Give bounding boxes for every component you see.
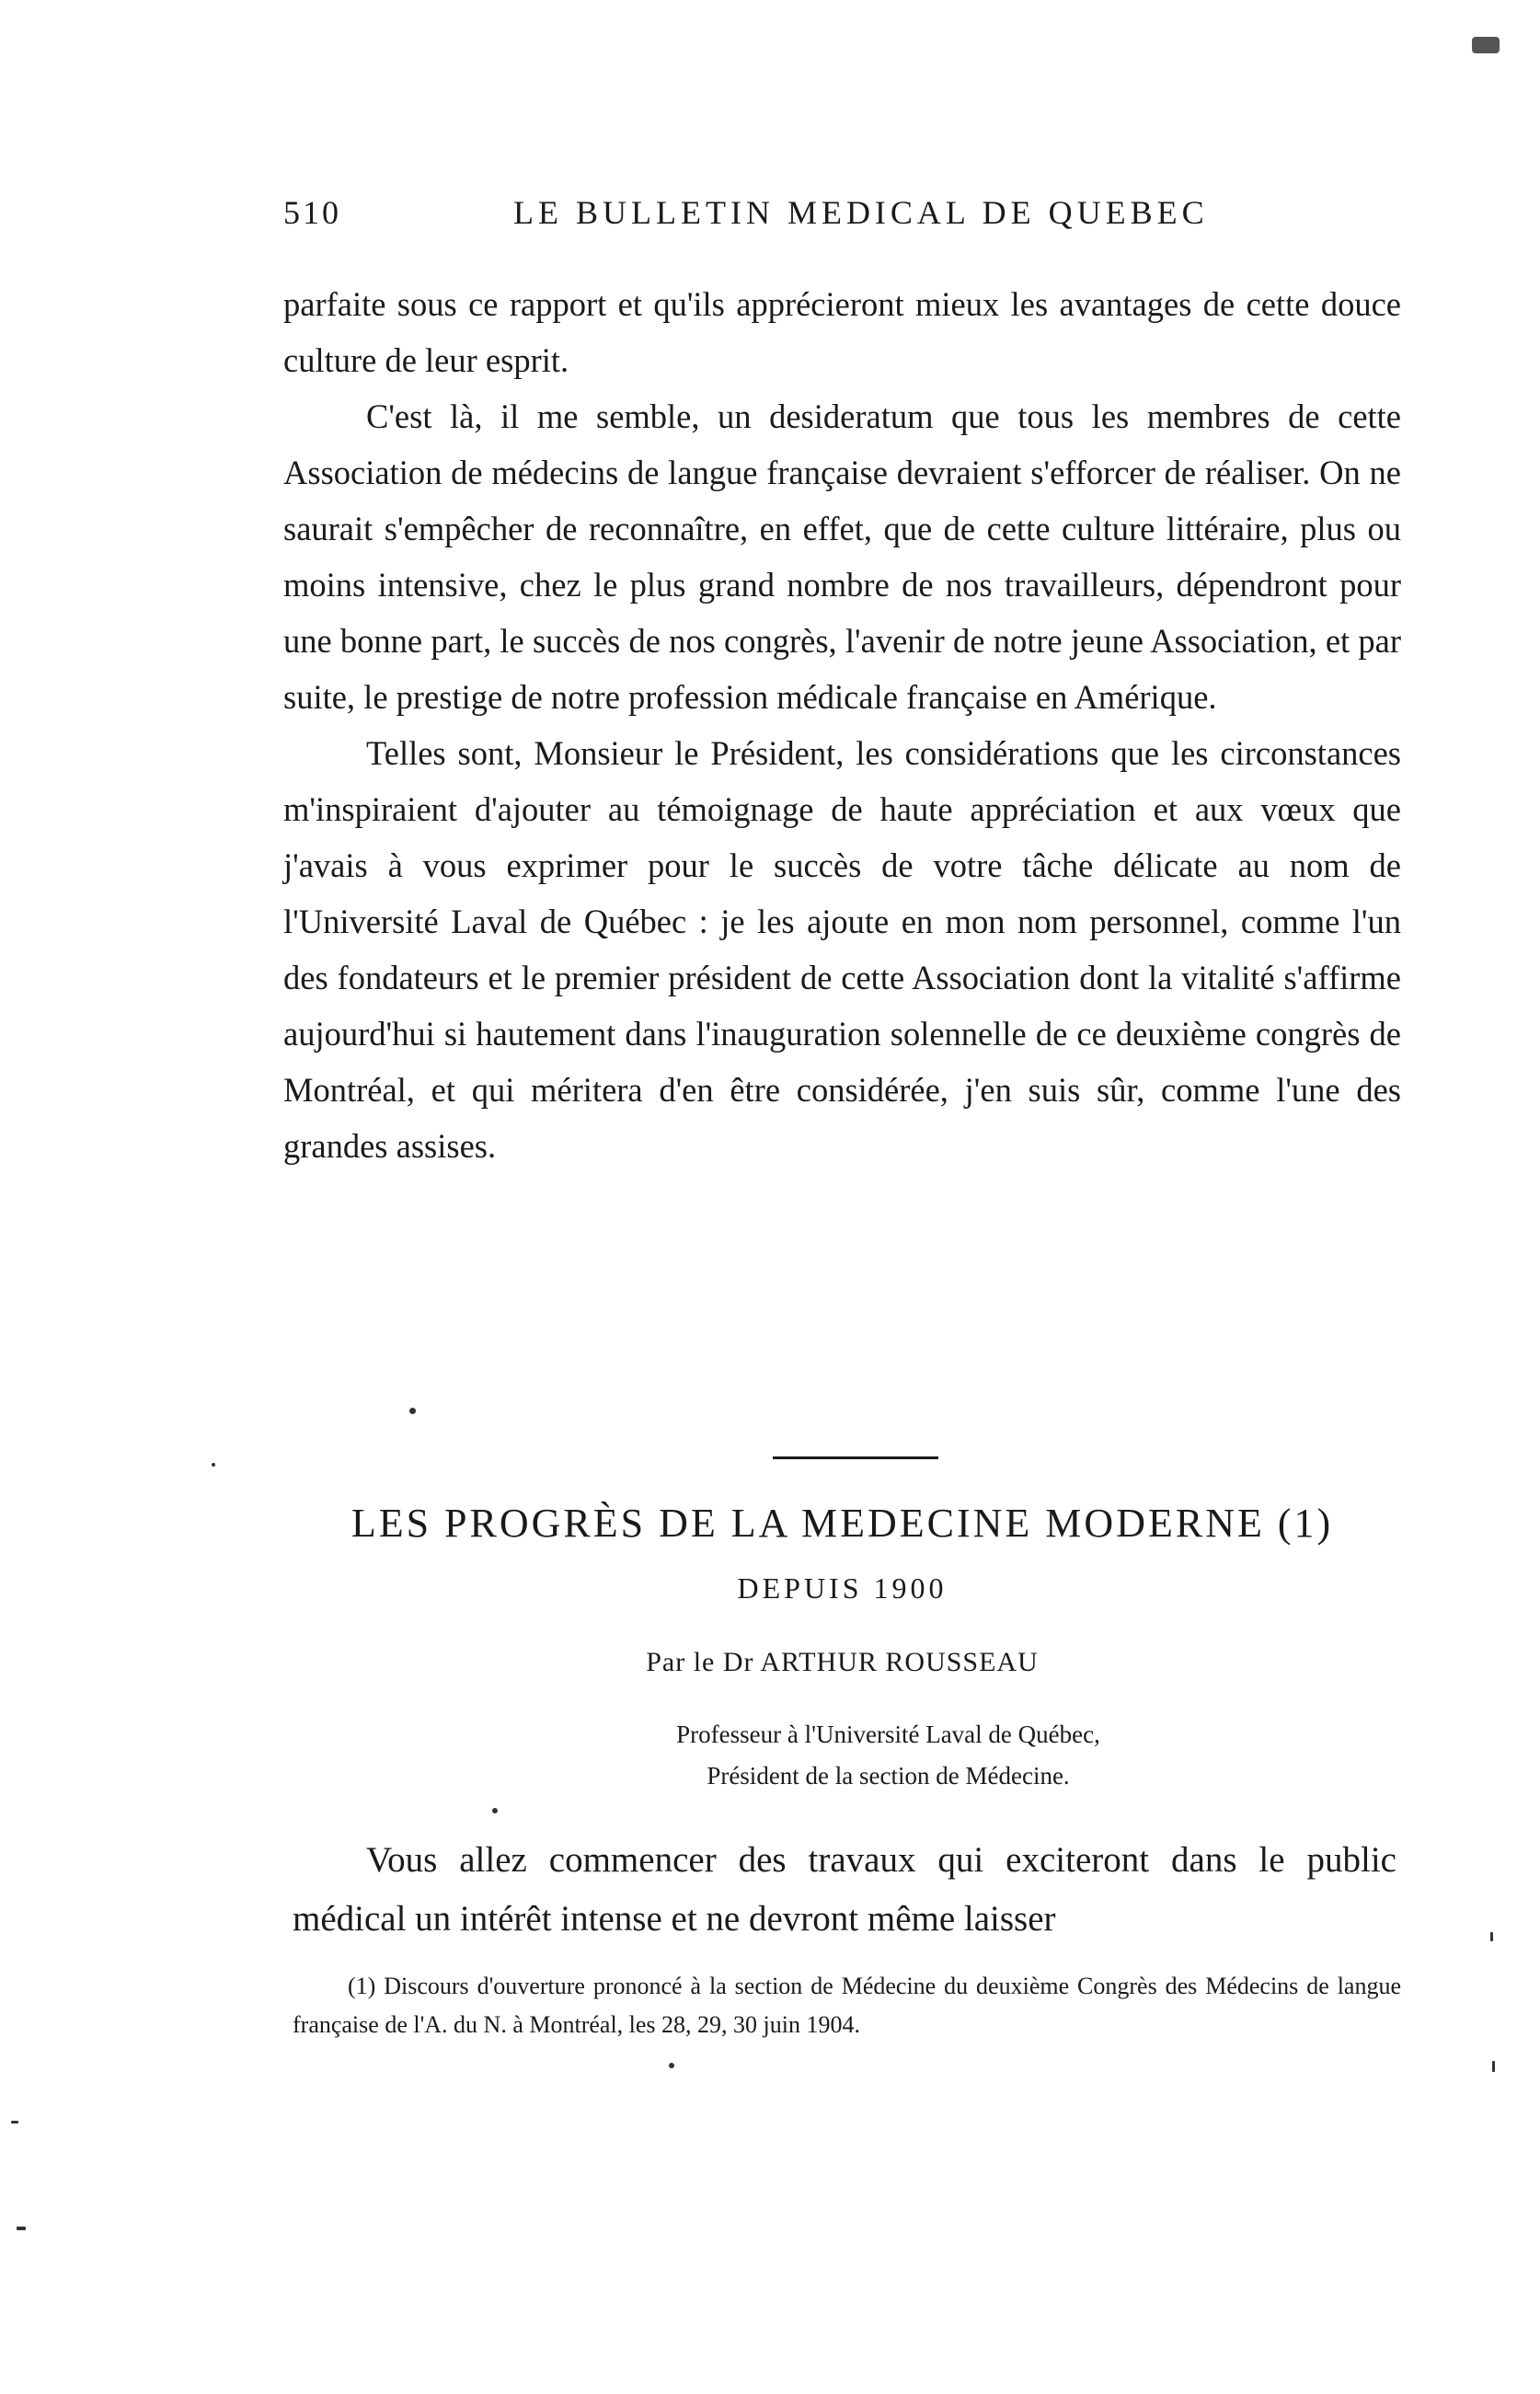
page-header [283, 193, 1406, 248]
article-title: LES PROGRÈS DE LA MEDECINE MODERNE (1) [351, 1501, 1334, 1546]
scan-speck [492, 1808, 498, 1813]
paragraph-2: C'est là, il me semble, un desideratum que tous les membres de cette Association de médecins de langue française devraient s'efforcer de réaliser. On ne saurait s'empêcher de reconnaître, en effet, que de cette culture littéraire, plus ou moins intensive, chez le plus grand nombre de nos travailleurs, dépendront pour une bonne part, le succès de nos congrès, l'avenir de notre jeune Association, et par suite, le prestige de notre profession médicale française en Amérique. [283, 397, 1401, 716]
page-number: 510 [283, 194, 341, 231]
scan-speck [1472, 37, 1500, 53]
author-affiliation-2: Président de la section de Médecine. [707, 1762, 1070, 1790]
section-divider [773, 1456, 938, 1459]
footnote [293, 1967, 1401, 2044]
scan-speck [212, 1463, 215, 1467]
footnote-text: (1) Discours d'ouverture prononcé à la section de Médecine du deuxième Congrès des Médecins de langue française de l'A. du N. à Montréal, les 28, 29, 30 juin 1904. [293, 1973, 1401, 2038]
article-author: Par le Dr ARTHUR ROUSSEAU [646, 1647, 1039, 1677]
scan-speck [11, 2121, 18, 2124]
paragraph-3: Telles sont, Monsieur le Président, les considérations que les circonstances m'inspiraient d'ajouter au témoignage de haute appréciation et aux vœux que j'avais à vous exprimer pour le succès de votre tâche délicate au nom de l'Université Laval de Québec : je les ajoute en mon nom personnel, comme l'un des fondateurs et le premier président de cette Association dont la vitalité s'affirme aujourd'hui si hautement dans l'inauguration solennelle de ce deuxième congrès de Montréal, et qui méritera d'en être considérée, j'en suis sûr, comme l'une des grandes assises. [283, 734, 1401, 1165]
paragraph-1: parfaite sous ce rapport et qu'ils apprécieront mieux les avantages de cette douce culture de leur esprit. [283, 285, 1401, 379]
article-subtitle: DEPUIS 1900 [737, 1571, 948, 1605]
scan-speck [409, 1408, 416, 1414]
scan-speck [1490, 1932, 1493, 1941]
opening-paragraph: Vous allez commencer des travaux qui exciteront dans le public médical un intérêt intense et ne devront même laisser [293, 1840, 1396, 1939]
scan-speck [669, 2063, 674, 2068]
running-title: LE BULLETIN MEDICAL DE QUEBEC [513, 194, 1209, 231]
scan-speck [17, 2227, 26, 2230]
body-text [283, 276, 1401, 1174]
article-opening [293, 1831, 1396, 1949]
scan-speck [1492, 2061, 1495, 2072]
author-affiliation-1: Professeur à l'Université Laval de Québec, [676, 1721, 1100, 1748]
